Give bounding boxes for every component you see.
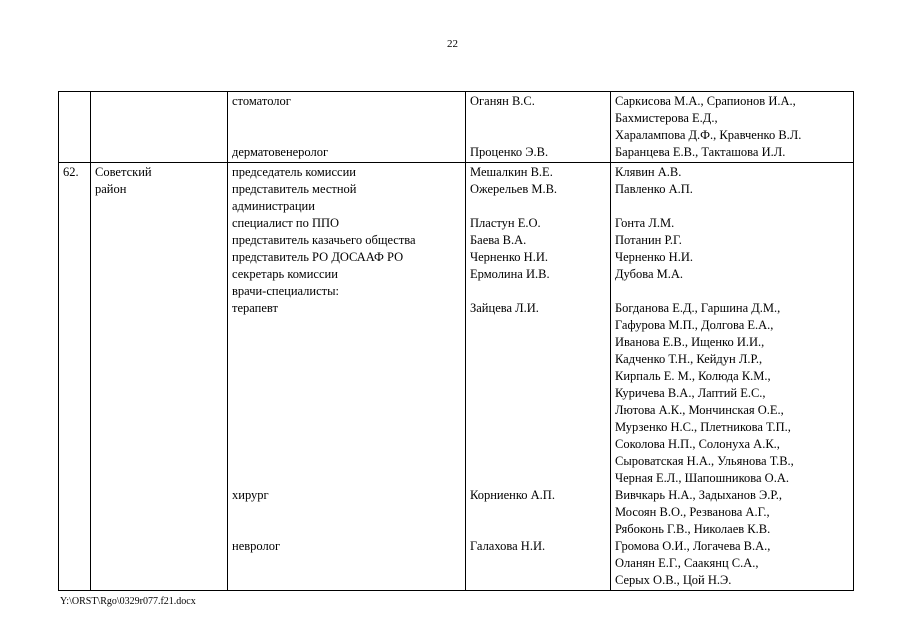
member-line: Павленко А.П. [615,182,693,196]
head-line: Зайцева Л.И. [470,301,539,315]
role-line: представитель местной [232,182,357,196]
member-line [615,198,849,215]
head-line [470,198,606,215]
head-line: Оганян В.С. [470,94,535,108]
head-line [470,402,606,419]
role-line: специалист по ППО [232,216,340,230]
member-line: Куричева В.А., Лаптий Е.С., [615,386,766,400]
member-line: Оланян Е.Г., Саакянц С.А., [615,556,759,570]
members-cell [611,92,854,163]
head-line [470,368,606,385]
role-line [232,385,461,402]
member-line: Мурзенко Н.С., Плетникова Т.П., [615,420,791,434]
role-line [232,521,461,538]
member-line: Богданова Е.Д., Гаршина Д.М., [615,301,781,315]
head-line [470,470,606,487]
role-cell [228,163,466,591]
member-line: Бахмистерова Е.Д., [615,111,718,125]
role-cell [228,92,466,163]
role-line: стоматолог [232,94,291,108]
role-line [232,402,461,419]
member-line: Лютова А.К., Мончинская О.Е., [615,403,784,417]
table-row [59,163,854,591]
head-line: Мешалкин В.Е. [470,165,553,179]
member-line: Клявин А.В. [615,165,682,179]
row-number-line [63,93,86,110]
role-line [232,453,461,470]
member-line: Гонта Л.М. [615,216,675,230]
head-line [470,110,606,127]
role-line: представитель казачьего общества [232,233,416,247]
member-line: Баранцева Е.В., Такташова И.Л. [615,145,786,159]
head-line: Черненко Н.И. [470,250,548,264]
member-line: Громова О.И., Логачева В.А., [615,539,771,553]
role-line: секретарь комиссии [232,267,338,281]
head-line [470,334,606,351]
district-cell [91,163,228,591]
head-cell [466,92,611,163]
role-line [232,419,461,436]
member-line: Иванова Е.В., Ищенко И.И., [615,335,765,349]
role-line: хирург [232,488,269,502]
role-line [232,334,461,351]
head-line: Баева В.А. [470,233,527,247]
role-line: председатель комиссии [232,165,356,179]
head-line [470,504,606,521]
member-line: Черная Е.Л., Шапошникова О.А. [615,471,789,485]
member-line [615,283,849,300]
head-line [470,385,606,402]
district-line [95,93,223,110]
member-line: Вивчкарь Н.А., Задыханов Э.Р., [615,488,782,502]
head-line [470,555,606,572]
role-line: представитель РО ДОСААФ РО [232,250,404,264]
head-line: Галахова Н.И. [470,539,546,553]
head-line [470,572,606,589]
commission-table [58,91,854,591]
head-cell [466,163,611,591]
member-line: Черненко Н.И. [615,250,693,264]
role-line: невролог [232,539,281,553]
role-line [232,110,461,127]
member-line: Сыроватская Н.А., Ульянова Т.В., [615,454,794,468]
row-number-cell [59,92,91,163]
row-number-cell [59,163,91,591]
member-line: Саркисова М.А., Срапионов И.А., [615,94,796,108]
role-line [232,436,461,453]
role-line [232,504,461,521]
table-row [59,92,854,163]
member-line: Соколова Н.П., Солонуха А.К., [615,437,780,451]
head-line [470,127,606,144]
member-line: Мосоян В.О., Резванова А.Г., [615,505,770,519]
row-number-line: 62. [63,165,79,179]
role-line [232,572,461,589]
member-line: Гафурова М.П., Долгова Е.А., [615,318,774,332]
members-cell [611,163,854,591]
head-line: Пластун Е.О. [470,216,541,230]
head-line: Корниенко А.П. [470,488,555,502]
member-line: Дубова М.А. [615,267,684,281]
head-line [470,436,606,453]
role-line: дерматовенеролог [232,145,329,159]
footer-file-path: Y:\ORST\Rgo\0329r077.f21.docx [60,596,196,607]
role-line [232,127,461,144]
head-line: Ермолина И.В. [470,267,550,281]
district-line: Советский [95,165,152,179]
role-line: терапевт [232,301,278,315]
head-line [470,453,606,470]
head-line [470,317,606,334]
head-line [470,283,606,300]
page-number: 22 [447,38,458,50]
member-line: Кадченко Т.Н., Кейдун Л.Р., [615,352,763,366]
head-line [470,419,606,436]
role-line: администрации [232,199,315,213]
role-line: врачи-специалисты: [232,284,339,298]
district-line: район [95,182,127,196]
member-line: Потанин Р.Г. [615,233,682,247]
member-line: Рябоконь Г.В., Николаев К.В. [615,522,771,536]
role-line [232,368,461,385]
member-line: Харалампова Д.Ф., Кравченко В.Л. [615,128,802,142]
head-line [470,521,606,538]
role-line [232,351,461,368]
commission-table-body [59,92,854,591]
member-line: Кирпаль Е. М., Колюда К.М., [615,369,771,383]
member-line: Серых О.В., Цой Н.Э. [615,573,732,587]
role-line [232,317,461,334]
head-line: Ожерельев М.В. [470,182,558,196]
head-line [470,351,606,368]
role-line [232,555,461,572]
district-cell [91,92,228,163]
role-line [232,470,461,487]
head-line: Проценко Э.В. [470,145,549,159]
